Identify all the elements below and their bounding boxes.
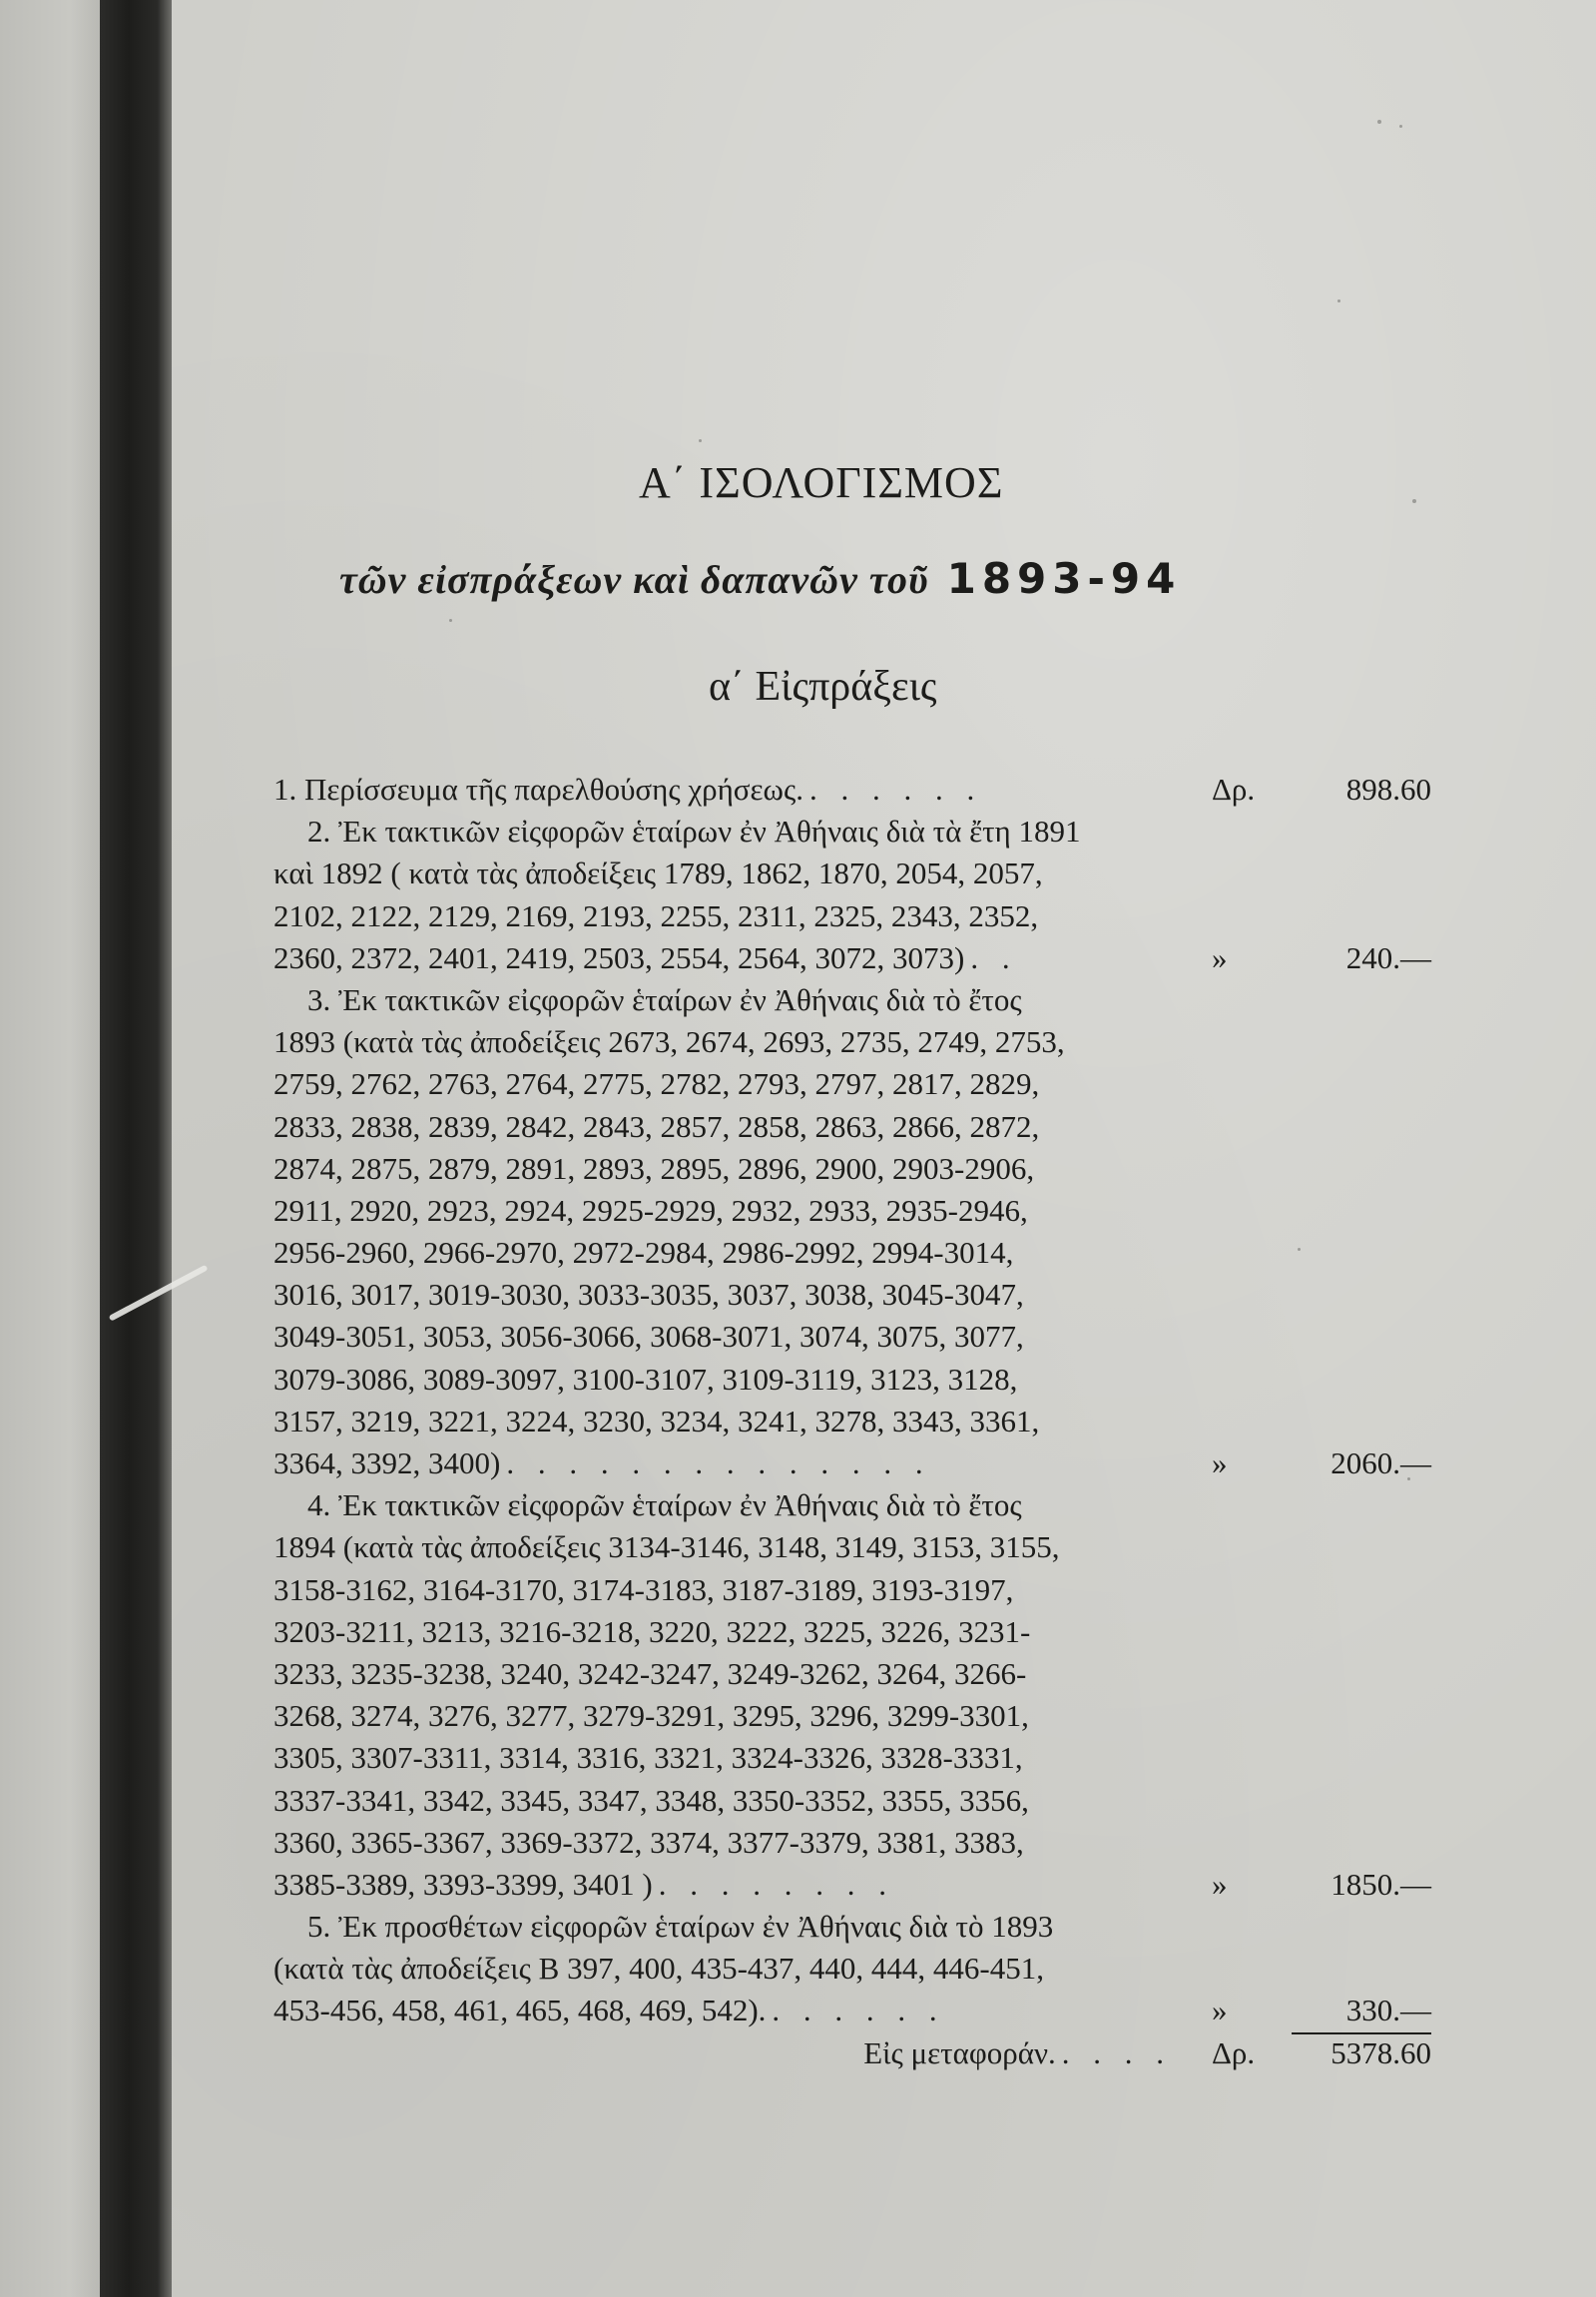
leader-dots: . . . . . . (772, 1993, 945, 2028)
leader-dots: . . . . . . (808, 772, 983, 807)
entry-4-line (273, 1780, 1282, 1822)
entry-4-text-4: 3203-3211, 3213, 3216-3218, 3220, 3222, 3225, 3226, 3231- (273, 1613, 1031, 1649)
entry-3-line (273, 1316, 1282, 1358)
entry-2-text-2: καὶ 1892 ( κατὰ τὰς ἀποδείξεις 1789, 1862, 1870, 2054, 2057, (273, 856, 1043, 891)
leader-dots: . . (970, 939, 1018, 975)
entry-4-text-1: 4. Ἐκ τακτικῶν εἰςφορῶν ἑταίρων ἐν Ἀθήναις διὰ τὸ ἔτος (307, 1487, 1022, 1523)
entry-3-line (273, 1401, 1282, 1442)
entry-3-text-6: 2911, 2920, 2923, 2924, 2925-2929, 2932, 2933, 2935-2946, (273, 1192, 1028, 1228)
ditto-mark: » (1212, 1866, 1228, 1902)
entry-3-text-10: 3079-3086, 3089-3097, 3100-3107, 3109-3119, 3123, 3128, (273, 1361, 1018, 1397)
entry-3-amount: 2060.— (1330, 1445, 1431, 1480)
entry-3-text-7: 2956-2960, 2966-2970, 2972-2984, 2986-2992, 2994-3014, (273, 1235, 1014, 1271)
entry-3-line (273, 1232, 1282, 1274)
entry-3-line (273, 1190, 1282, 1232)
entry-3-line (273, 1106, 1282, 1148)
entry-3-line (273, 1021, 1282, 1063)
entry-3-text-4: 2833, 2838, 2839, 2842, 2843, 2857, 2858, 2863, 2866, 2872, (273, 1108, 1040, 1144)
carry-label-text: Εἰς μεταφοράν. (863, 2034, 1056, 2070)
carry-forward-line (273, 2032, 1431, 2074)
entry-5-text-2: (κατὰ τὰς ἀποδείξεις Β 397, 400, 435-437, 440, 444, 446-451, (273, 1951, 1044, 1987)
entry-3-text-5: 2874, 2875, 2879, 2891, 2893, 2895, 2896, 2900, 2903-2906, (273, 1150, 1035, 1186)
entry-2-text-4: 2360, 2372, 2401, 2419, 2503, 2554, 2564, 3072, 3073) (273, 939, 965, 975)
leader-dots: . . . . (1061, 2034, 1172, 2070)
entry-3-line (273, 1063, 1282, 1105)
entry-2-text-1: 2. Ἐκ τακτικῶν εἰςφορῶν ἑταίρων ἐν Ἀθήναις διὰ τὰ ἔτη 1891 (307, 814, 1081, 850)
entry-4-amount: 1850.— (1330, 1866, 1431, 1902)
entry-5-line (273, 1948, 1282, 1990)
entry-3-line (273, 1442, 1431, 1484)
entry-2-amount: 240.— (1345, 939, 1431, 975)
entry-4-line (273, 1484, 1282, 1526)
entry-2-line (273, 895, 1282, 937)
entry-4-text-7: 3305, 3307-3311, 3314, 3316, 3321, 3324-3326, 3328-3331, (273, 1740, 1023, 1776)
entry-3-text-8: 3016, 3017, 3019-3030, 3033-3035, 3037, 3038, 3045-3047, (273, 1277, 1024, 1313)
entry-2-line (273, 811, 1282, 853)
entry-4-line (273, 1864, 1431, 1906)
entry-5-amount: 330.— (1292, 1990, 1431, 2033)
ditto-mark: » (1212, 939, 1228, 975)
entry-3-line (273, 979, 1282, 1021)
entry-4-text-6: 3268, 3274, 3276, 3277, 3279-3291, 3295, 3296, 3299-3301, (273, 1698, 1029, 1734)
entry-3-line (273, 1274, 1282, 1316)
entry-4-line (273, 1653, 1282, 1695)
entry-4-line (273, 1526, 1282, 1568)
entry-4-line (273, 1822, 1282, 1864)
entry-5-line (273, 1990, 1431, 2031)
entry-1-line (273, 769, 1431, 811)
entry-4-line (273, 1569, 1282, 1611)
entry-4-text-2: 1894 (κατὰ τὰς ἀποδείξεις 3134-3146, 3148, 3149, 3153, 3155, (273, 1529, 1060, 1565)
entry-4-text-10: 3385-3389, 3393-3399, 3401 ) (273, 1866, 653, 1902)
ditto-mark: » (1212, 1445, 1228, 1480)
entry-4-text-8: 3337-3341, 3342, 3345, 3347, 3348, 3350-3352, 3355, 3356, (273, 1782, 1029, 1818)
entry-4-text-9: 3360, 3365-3367, 3369-3372, 3374, 3377-3379, 3381, 3383, (273, 1824, 1024, 1860)
entry-4-line (273, 1695, 1282, 1737)
carry-forward-amount: 5378.60 (1330, 2034, 1431, 2070)
section-heading: α΄ Εἰςπράξεις (709, 664, 937, 710)
page-title: Α΄ ΙΣΟΛΟΓΙΣΜΟΣ (639, 458, 1004, 507)
entry-5-text-3: 453-456, 458, 461, 465, 468, 469, 542). (273, 1993, 767, 2028)
entry-3-line (273, 1148, 1282, 1190)
currency-mark: Δρ. (1212, 772, 1256, 807)
entry-3-text-1: 3. Ἐκ τακτικῶν εἰςφορῶν ἑταίρων ἐν Ἀθήναις διὰ τὸ ἔτος (307, 981, 1022, 1017)
page-subtitle (339, 554, 1181, 603)
entry-3-text-2: 1893 (κατὰ τὰς ἀποδείξεις 2673, 2674, 2693, 2735, 2749, 2753, (273, 1024, 1065, 1060)
leader-dots: . . . . . . . . (658, 1866, 894, 1902)
entry-2-text-3: 2102, 2122, 2129, 2169, 2193, 2255, 2311, 2325, 2343, 2352, (273, 897, 1039, 933)
subtitle-text: τῶν εἰσπράξεων καὶ δαπανῶν τοῦ (339, 557, 929, 602)
entry-3-line (273, 1359, 1282, 1401)
entry-4-line (273, 1737, 1282, 1779)
entry-3-text-3: 2759, 2762, 2763, 2764, 2775, 2782, 2793, 2797, 2817, 2829, (273, 1066, 1040, 1102)
entry-3-text-9: 3049-3051, 3053, 3056-3066, 3068-3071, 3074, 3075, 3077, (273, 1319, 1024, 1355)
receipts-list (273, 769, 1431, 2074)
entry-5-text-1: 5. Ἐκ προσθέτων εἰςφορῶν ἑταίρων ἐν Ἀθήναις διὰ τὸ 1893 (307, 1909, 1054, 1945)
entry-3-text-11: 3157, 3219, 3221, 3224, 3230, 3234, 3241, 3278, 3343, 3361, (273, 1403, 1040, 1438)
entry-2-line (273, 853, 1282, 894)
entry-4-text-3: 3158-3162, 3164-3170, 3174-3183, 3187-3189, 3193-3197, (273, 1571, 1014, 1607)
carry-forward-label (273, 2032, 1172, 2074)
subtitle-year: 1893-94 (946, 554, 1182, 603)
entry-4-line (273, 1611, 1282, 1653)
entry-3-text-12: 3364, 3392, 3400) (273, 1445, 501, 1480)
entry-1-text: 1. Περίσσευμα τῆς παρελθούσης χρήσεως. (273, 772, 803, 807)
entry-5-line (273, 1906, 1282, 1948)
currency-mark: Δρ. (1212, 2034, 1256, 2070)
ditto-mark: » (1212, 1993, 1228, 2028)
leader-dots: . . . . . . . . . . . . . . (506, 1445, 931, 1480)
entry-4-text-5: 3233, 3235-3238, 3240, 3242-3247, 3249-3262, 3264, 3266- (273, 1655, 1027, 1691)
entry-1-amount: 898.60 (1345, 772, 1431, 807)
entry-2-line (273, 937, 1431, 979)
